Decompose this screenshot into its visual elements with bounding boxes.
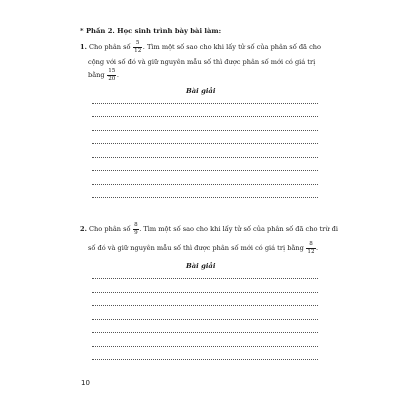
- problem-1-text-a: Cho phân số: [89, 43, 131, 51]
- answer-line[interactable]: [92, 292, 318, 293]
- problem-1-line-2: cộng với số đó và giữ nguyên mẫu số thì được phân số mới có giá trị: [88, 58, 316, 66]
- fraction-denominator: 9: [134, 230, 138, 236]
- problem-1-end: .: [116, 71, 119, 79]
- heading-title: Phần 2. Học sinh trình bày bài làm:: [85, 27, 222, 35]
- answer-line[interactable]: [92, 305, 318, 306]
- problem-1-text-c: bằng: [88, 71, 105, 79]
- fraction-numerator: 8: [309, 241, 313, 247]
- problem-2-number: 2.: [80, 225, 87, 233]
- answer-line[interactable]: [92, 319, 318, 320]
- fraction-numerator: 15: [108, 68, 116, 74]
- section-heading: [80, 27, 221, 35]
- fraction-denominator: 12: [307, 249, 315, 255]
- problem-2-text-b: . Tìm một số sao cho khi lấy tử số của phân số đã cho trừ đi: [139, 225, 338, 233]
- problem-2-end: .: [316, 244, 319, 252]
- problem-2-text-a: Cho phân số: [89, 225, 131, 233]
- problem-1-text-b: . Tìm một số sao cho khi lấy tử số của phân số đã cho: [142, 43, 321, 51]
- fraction-numerator: 8: [134, 222, 138, 228]
- heading-bullet: *: [80, 27, 84, 35]
- problem-1-solution-label: Bài giải: [186, 87, 216, 95]
- problem-2-fraction-b: [307, 241, 315, 255]
- problem-1-line-3: [88, 68, 119, 82]
- problem-2-solution-label: Bài giải: [186, 262, 216, 270]
- answer-line[interactable]: [92, 332, 318, 333]
- answer-line[interactable]: [92, 359, 318, 360]
- problem-2-line-2: [88, 241, 318, 255]
- answer-line[interactable]: [92, 130, 318, 131]
- answer-line[interactable]: [92, 346, 318, 347]
- problem-1-fraction-a: [134, 40, 142, 54]
- answer-line[interactable]: [92, 116, 318, 117]
- page-number: 10: [81, 379, 90, 387]
- answer-line[interactable]: [92, 170, 318, 171]
- answer-line[interactable]: [92, 197, 318, 198]
- answer-line[interactable]: [92, 103, 318, 104]
- problem-1-number: 1.: [80, 43, 87, 51]
- fraction-numerator: 5: [135, 40, 140, 46]
- problem-1-fraction-b: [108, 68, 116, 82]
- fraction-denominator: 12: [134, 48, 142, 54]
- answer-line[interactable]: [92, 184, 318, 185]
- answer-line[interactable]: [92, 157, 318, 158]
- problem-2-line-1: [80, 222, 338, 236]
- answer-line[interactable]: [92, 143, 318, 144]
- fraction-denominator: 20: [108, 76, 116, 82]
- problem-2-text-c: số đó và giữ nguyên mẫu số thì được phân số mới có giá trị bằng: [88, 244, 304, 252]
- problem-2-fraction-a: [134, 222, 139, 236]
- problem-1-line-1: [80, 40, 321, 54]
- answer-line[interactable]: [92, 278, 318, 279]
